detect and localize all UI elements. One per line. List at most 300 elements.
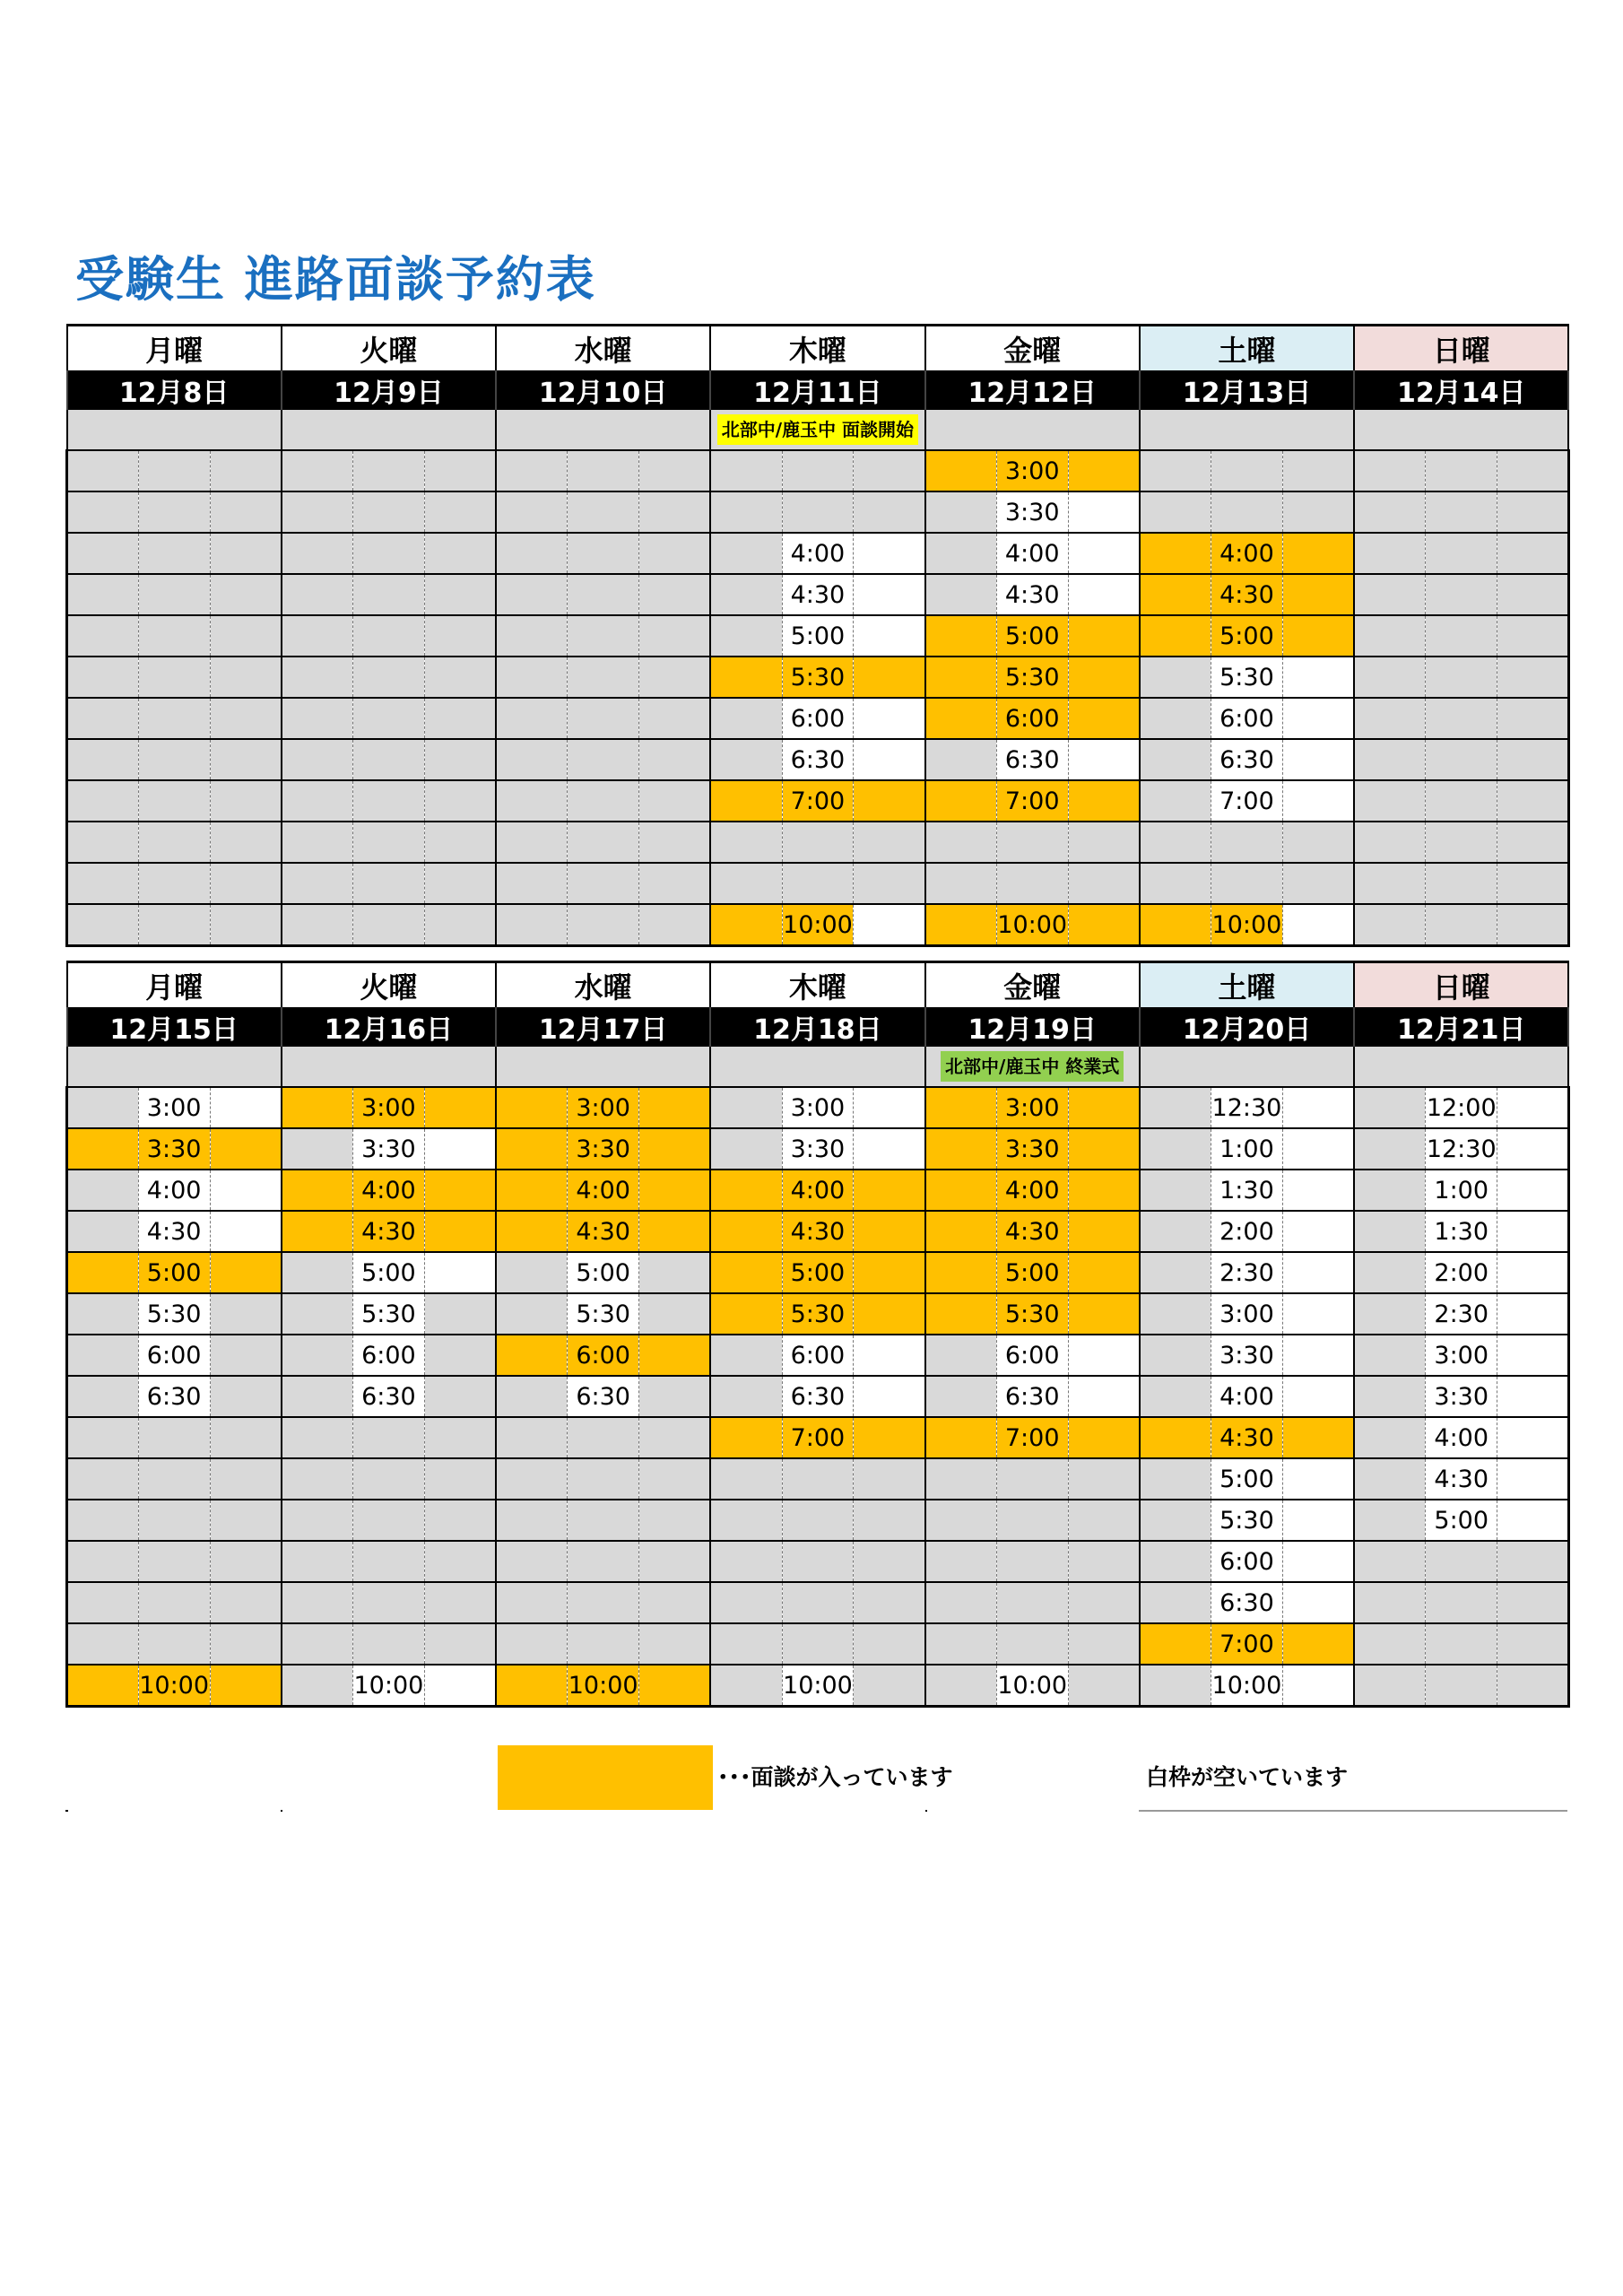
closed-cell <box>353 450 425 491</box>
closed-cell <box>67 574 139 615</box>
time-slot[interactable]: 7:00 <box>1211 1623 1283 1665</box>
slot-margin <box>1140 615 1211 657</box>
time-slot[interactable]: 3:00 <box>996 450 1068 491</box>
slot-margin <box>710 698 782 739</box>
closed-cell <box>1497 533 1569 574</box>
time-slot[interactable]: 3:00 <box>996 1087 1068 1128</box>
footer-rule <box>1139 1810 1567 1812</box>
time-slot[interactable]: 3:30 <box>353 1128 425 1170</box>
closed-cell <box>210 739 282 780</box>
closed-cell <box>1497 615 1569 657</box>
closed-cell <box>639 698 711 739</box>
date-header: 12月13日 <box>1140 370 1354 410</box>
time-slot[interactable]: 10:00 <box>996 1665 1068 1707</box>
time-slot[interactable]: 6:00 <box>996 1335 1068 1376</box>
closed-cell <box>424 1582 496 1623</box>
slot-margin <box>1140 657 1211 698</box>
time-slot[interactable]: 10:00 <box>568 1665 639 1707</box>
closed-cell <box>568 533 639 574</box>
day-note-cell <box>710 410 924 450</box>
time-slot[interactable]: 4:00 <box>782 533 854 574</box>
time-slot[interactable]: 10:00 <box>1211 904 1283 946</box>
closed-cell <box>925 1582 997 1623</box>
slot-margin <box>1068 533 1140 574</box>
closed-cell <box>1354 491 1426 533</box>
page-title: 受験生 進路面談予約表 <box>75 251 596 308</box>
slot-margin <box>210 1376 282 1417</box>
time-slot[interactable]: 5:00 <box>782 615 854 657</box>
closed-cell <box>854 450 925 491</box>
closed-cell <box>639 1582 711 1623</box>
slot-margin <box>925 1128 997 1170</box>
slot-margin <box>639 1335 711 1376</box>
closed-cell <box>282 698 353 739</box>
day-header: 木曜 <box>710 326 924 371</box>
time-slot[interactable]: 5:00 <box>1426 1500 1497 1541</box>
day-note-cell <box>282 1047 496 1087</box>
slot-margin <box>1068 904 1140 946</box>
time-slot[interactable]: 7:00 <box>1211 780 1283 822</box>
slot-margin <box>67 1252 139 1293</box>
slot-margin <box>1282 1458 1354 1500</box>
time-slot[interactable]: 6:30 <box>1211 1582 1283 1623</box>
closed-cell <box>1426 1665 1497 1707</box>
slot-margin <box>496 1252 568 1293</box>
time-slot[interactable]: 5:00 <box>996 1252 1068 1293</box>
slot-margin <box>1354 1500 1426 1541</box>
closed-cell <box>282 822 353 863</box>
closed-cell <box>138 1541 210 1582</box>
closed-cell <box>353 1417 425 1458</box>
legend-booked-label: ･･･面談が入っています <box>717 1764 953 1790</box>
time-slot[interactable]: 3:00 <box>138 1087 210 1128</box>
slot-margin <box>925 904 997 946</box>
time-slot[interactable]: 5:00 <box>782 1252 854 1293</box>
slot-margin <box>710 904 782 946</box>
time-slot[interactable]: 4:00 <box>1211 533 1283 574</box>
time-slot[interactable]: 10:00 <box>353 1665 425 1707</box>
time-slot[interactable]: 6:00 <box>782 1335 854 1376</box>
slot-margin <box>282 1252 353 1293</box>
closed-cell <box>1426 698 1497 739</box>
time-slot[interactable]: 4:00 <box>568 1170 639 1211</box>
slot-margin <box>925 574 997 615</box>
closed-cell <box>639 450 711 491</box>
time-slot[interactable]: 3:00 <box>1211 1293 1283 1335</box>
time-slot[interactable]: 5:30 <box>353 1293 425 1335</box>
closed-cell <box>639 863 711 904</box>
slot-margin <box>854 780 925 822</box>
time-slot[interactable]: 4:00 <box>353 1170 425 1211</box>
slot-margin <box>424 1665 496 1707</box>
slot-margin <box>1282 1376 1354 1417</box>
closed-cell <box>710 822 782 863</box>
time-slot[interactable]: 4:30 <box>782 574 854 615</box>
closed-cell <box>210 450 282 491</box>
closed-cell <box>639 1417 711 1458</box>
closed-cell <box>568 822 639 863</box>
closed-cell <box>496 1623 568 1665</box>
closed-cell <box>568 863 639 904</box>
time-slot[interactable]: 2:00 <box>1211 1211 1283 1252</box>
slot-margin <box>1068 1211 1140 1252</box>
slot-margin <box>1068 780 1140 822</box>
slot-margin <box>925 1252 997 1293</box>
time-slot[interactable]: 3:00 <box>782 1087 854 1128</box>
closed-cell <box>138 1500 210 1541</box>
time-slot[interactable]: 12:30 <box>1426 1128 1497 1170</box>
slot-margin <box>1068 739 1140 780</box>
day-header: 木曜 <box>710 962 924 1008</box>
slot-margin <box>1354 1376 1426 1417</box>
closed-cell <box>138 739 210 780</box>
closed-cell <box>1426 1541 1497 1582</box>
closed-cell <box>353 780 425 822</box>
closed-cell <box>67 1500 139 1541</box>
date-header: 12月16日 <box>282 1007 496 1047</box>
slot-margin <box>1140 1335 1211 1376</box>
time-slot[interactable]: 4:00 <box>1211 1376 1283 1417</box>
time-slot[interactable]: 4:30 <box>996 1211 1068 1252</box>
slot-margin <box>1282 1541 1354 1582</box>
time-slot[interactable]: 10:00 <box>138 1665 210 1707</box>
closed-cell <box>353 698 425 739</box>
closed-cell <box>639 822 711 863</box>
closed-cell <box>424 1500 496 1541</box>
slot-margin <box>424 1376 496 1417</box>
closed-cell <box>782 450 854 491</box>
closed-cell <box>67 739 139 780</box>
footer-tick <box>65 1810 68 1812</box>
closed-cell <box>1497 574 1569 615</box>
slot-margin <box>210 1128 282 1170</box>
closed-cell <box>996 863 1068 904</box>
time-slot[interactable]: 2:30 <box>1211 1252 1283 1293</box>
time-slot[interactable]: 1:30 <box>1426 1211 1497 1252</box>
day-note: 北部中/鹿玉中 面談開始 <box>717 414 918 445</box>
slot-margin <box>1068 574 1140 615</box>
time-slot[interactable]: 4:30 <box>568 1211 639 1252</box>
time-slot[interactable]: 6:00 <box>353 1335 425 1376</box>
closed-cell <box>210 1623 282 1665</box>
day-note-cell <box>1140 410 1354 450</box>
slot-margin <box>1354 1087 1426 1128</box>
slot-margin <box>1140 1087 1211 1128</box>
time-slot[interactable]: 4:00 <box>1426 1417 1497 1458</box>
time-slot[interactable]: 6:30 <box>353 1376 425 1417</box>
time-slot[interactable]: 5:00 <box>1211 1458 1283 1500</box>
time-slot[interactable]: 10:00 <box>1211 1665 1283 1707</box>
slot-margin <box>210 1293 282 1335</box>
day-header: 火曜 <box>282 326 496 371</box>
time-slot[interactable]: 6:30 <box>996 739 1068 780</box>
time-slot[interactable]: 10:00 <box>782 1665 854 1707</box>
closed-cell <box>854 491 925 533</box>
closed-cell <box>1497 450 1569 491</box>
closed-cell <box>496 1582 568 1623</box>
day-note-cell <box>282 410 496 450</box>
slot-margin <box>496 1335 568 1376</box>
slot-margin <box>1140 533 1211 574</box>
slot-margin <box>1282 780 1354 822</box>
closed-cell <box>353 904 425 946</box>
slot-margin <box>1140 1252 1211 1293</box>
slot-margin <box>1282 698 1354 739</box>
closed-cell <box>424 1417 496 1458</box>
time-slot[interactable]: 4:30 <box>1211 574 1283 615</box>
time-slot[interactable]: 6:00 <box>138 1335 210 1376</box>
time-slot[interactable]: 12:30 <box>1211 1087 1283 1128</box>
time-slot[interactable]: 7:00 <box>782 780 854 822</box>
time-slot[interactable]: 5:00 <box>353 1252 425 1293</box>
closed-cell <box>282 863 353 904</box>
footer-tick <box>281 1810 282 1812</box>
time-slot[interactable]: 3:00 <box>1426 1335 1497 1376</box>
slot-margin <box>1140 1500 1211 1541</box>
closed-cell <box>424 1623 496 1665</box>
closed-cell <box>138 657 210 698</box>
time-slot[interactable]: 4:30 <box>1426 1458 1497 1500</box>
time-slot[interactable]: 5:30 <box>996 657 1068 698</box>
day-header: 水曜 <box>496 326 710 371</box>
slot-margin <box>710 1128 782 1170</box>
time-slot[interactable]: 2:30 <box>1426 1293 1497 1335</box>
slot-margin <box>854 1335 925 1376</box>
slot-margin <box>282 1376 353 1417</box>
time-slot[interactable]: 5:30 <box>996 1293 1068 1335</box>
time-slot[interactable]: 7:00 <box>996 780 1068 822</box>
closed-cell <box>282 657 353 698</box>
closed-cell <box>353 822 425 863</box>
closed-cell <box>854 1458 925 1500</box>
closed-cell <box>1354 657 1426 698</box>
slot-margin <box>1354 1293 1426 1335</box>
time-slot[interactable]: 3:30 <box>996 491 1068 533</box>
slot-margin <box>1497 1335 1569 1376</box>
closed-cell <box>353 1623 425 1665</box>
time-slot[interactable]: 3:30 <box>1426 1376 1497 1417</box>
closed-cell <box>1282 863 1354 904</box>
time-slot[interactable]: 4:00 <box>996 1170 1068 1211</box>
closed-cell <box>353 657 425 698</box>
closed-cell <box>1497 491 1569 533</box>
closed-cell <box>1497 1582 1569 1623</box>
closed-cell <box>1354 1665 1426 1707</box>
time-slot[interactable]: 1:30 <box>1211 1170 1283 1211</box>
closed-cell <box>210 904 282 946</box>
time-slot[interactable]: 3:00 <box>568 1087 639 1128</box>
closed-cell <box>710 1541 782 1582</box>
time-slot[interactable]: 3:00 <box>353 1087 425 1128</box>
closed-cell <box>568 780 639 822</box>
slot-margin <box>1068 1087 1140 1128</box>
time-slot[interactable]: 10:00 <box>782 904 854 946</box>
closed-cell <box>138 698 210 739</box>
time-slot[interactable]: 5:30 <box>1211 1500 1283 1541</box>
time-slot[interactable]: 3:30 <box>996 1128 1068 1170</box>
time-slot[interactable]: 3:30 <box>1211 1335 1283 1376</box>
slot-margin <box>710 1376 782 1417</box>
time-slot[interactable]: 6:30 <box>568 1376 639 1417</box>
time-slot[interactable]: 6:00 <box>1211 1541 1283 1582</box>
date-header: 12月18日 <box>710 1007 924 1047</box>
time-slot[interactable]: 4:30 <box>1211 1417 1283 1458</box>
time-slot[interactable]: 5:30 <box>782 1293 854 1335</box>
slot-margin <box>496 1293 568 1335</box>
slot-margin <box>854 615 925 657</box>
time-slot[interactable]: 3:30 <box>782 1128 854 1170</box>
closed-cell <box>996 1541 1068 1582</box>
closed-cell <box>710 863 782 904</box>
time-slot[interactable]: 6:00 <box>782 698 854 739</box>
time-slot[interactable]: 5:00 <box>568 1252 639 1293</box>
closed-cell <box>925 1500 997 1541</box>
slot-margin <box>710 1417 782 1458</box>
time-slot[interactable]: 4:30 <box>782 1211 854 1252</box>
legend-empty-label: 白枠が空いています <box>1146 1764 1349 1790</box>
closed-cell <box>496 1417 568 1458</box>
closed-cell <box>138 904 210 946</box>
time-slot[interactable]: 5:30 <box>568 1293 639 1335</box>
slot-margin <box>1497 1417 1569 1458</box>
closed-cell <box>496 780 568 822</box>
closed-cell <box>138 533 210 574</box>
closed-cell <box>496 574 568 615</box>
time-slot[interactable]: 6:00 <box>996 698 1068 739</box>
closed-cell <box>1068 822 1140 863</box>
closed-cell <box>424 1541 496 1582</box>
closed-cell <box>639 1458 711 1500</box>
time-slot[interactable]: 5:00 <box>138 1252 210 1293</box>
time-slot[interactable]: 4:00 <box>138 1170 210 1211</box>
time-slot[interactable]: 5:30 <box>782 657 854 698</box>
slot-margin <box>925 698 997 739</box>
closed-cell <box>925 863 997 904</box>
closed-cell <box>1426 615 1497 657</box>
time-slot[interactable]: 4:30 <box>996 574 1068 615</box>
time-slot[interactable]: 4:30 <box>138 1211 210 1252</box>
slot-margin <box>1068 1293 1140 1335</box>
time-slot[interactable]: 3:30 <box>568 1128 639 1170</box>
time-slot[interactable]: 2:00 <box>1426 1252 1497 1293</box>
closed-cell <box>67 780 139 822</box>
time-slot[interactable]: 6:30 <box>782 739 854 780</box>
time-slot[interactable]: 4:30 <box>353 1211 425 1252</box>
slot-margin <box>1140 698 1211 739</box>
slot-margin <box>639 1293 711 1335</box>
slot-margin <box>854 1665 925 1707</box>
time-slot[interactable]: 1:00 <box>1426 1170 1497 1211</box>
closed-cell <box>496 1458 568 1500</box>
slot-margin <box>67 1211 139 1252</box>
closed-cell <box>282 780 353 822</box>
closed-cell <box>424 904 496 946</box>
closed-cell <box>1354 863 1426 904</box>
closed-cell <box>1354 533 1426 574</box>
slot-margin <box>67 1087 139 1128</box>
closed-cell <box>854 822 925 863</box>
slot-margin <box>854 698 925 739</box>
closed-cell <box>996 1623 1068 1665</box>
closed-cell <box>67 615 139 657</box>
time-slot[interactable]: 10:00 <box>996 904 1068 946</box>
time-slot[interactable]: 7:00 <box>996 1417 1068 1458</box>
time-slot[interactable]: 5:30 <box>138 1293 210 1335</box>
slot-margin <box>67 1128 139 1170</box>
time-slot[interactable]: 6:30 <box>1211 739 1283 780</box>
closed-cell <box>282 1500 353 1541</box>
time-slot[interactable]: 6:30 <box>782 1376 854 1417</box>
time-slot[interactable]: 4:00 <box>782 1170 854 1211</box>
time-slot[interactable]: 6:00 <box>568 1335 639 1376</box>
time-slot[interactable]: 7:00 <box>782 1417 854 1458</box>
date-header: 12月15日 <box>67 1007 282 1047</box>
slot-margin <box>424 1252 496 1293</box>
time-slot[interactable]: 5:00 <box>1211 615 1283 657</box>
closed-cell <box>67 698 139 739</box>
closed-cell <box>353 739 425 780</box>
time-slot[interactable]: 6:30 <box>996 1376 1068 1417</box>
slot-margin <box>1282 1128 1354 1170</box>
slot-margin <box>210 1335 282 1376</box>
closed-cell <box>639 491 711 533</box>
time-slot[interactable]: 6:00 <box>1211 698 1283 739</box>
time-slot[interactable]: 4:00 <box>996 533 1068 574</box>
slot-margin <box>424 1128 496 1170</box>
closed-cell <box>710 491 782 533</box>
closed-cell <box>1354 450 1426 491</box>
time-slot[interactable]: 5:30 <box>1211 657 1283 698</box>
closed-cell <box>496 491 568 533</box>
closed-cell <box>496 615 568 657</box>
slot-margin <box>1140 1128 1211 1170</box>
time-slot[interactable]: 1:00 <box>1211 1128 1283 1170</box>
slot-margin <box>1140 739 1211 780</box>
closed-cell <box>424 533 496 574</box>
closed-cell <box>67 491 139 533</box>
closed-cell <box>353 863 425 904</box>
closed-cell <box>1211 822 1283 863</box>
closed-cell <box>67 533 139 574</box>
closed-cell <box>67 657 139 698</box>
date-header: 12月9日 <box>282 370 496 410</box>
closed-cell <box>353 1582 425 1623</box>
time-slot[interactable]: 6:30 <box>138 1376 210 1417</box>
closed-cell <box>639 780 711 822</box>
date-header: 12月14日 <box>1354 370 1568 410</box>
slot-margin <box>1140 1458 1211 1500</box>
day-header: 金曜 <box>925 326 1140 371</box>
slot-margin <box>925 1170 997 1211</box>
time-slot[interactable]: 3:30 <box>138 1128 210 1170</box>
legend-booked-swatch <box>498 1745 713 1810</box>
closed-cell <box>138 780 210 822</box>
closed-cell <box>639 615 711 657</box>
time-slot[interactable]: 12:00 <box>1426 1087 1497 1128</box>
closed-cell <box>1497 657 1569 698</box>
time-slot[interactable]: 5:00 <box>996 615 1068 657</box>
closed-cell <box>67 1582 139 1623</box>
slot-margin <box>282 1087 353 1128</box>
slot-margin <box>1282 1417 1354 1458</box>
slot-margin <box>210 1087 282 1128</box>
slot-margin <box>1497 1087 1569 1128</box>
slot-margin <box>1282 533 1354 574</box>
slot-margin <box>854 657 925 698</box>
closed-cell <box>1497 904 1569 946</box>
closed-cell <box>210 1582 282 1623</box>
slot-margin <box>67 1376 139 1417</box>
